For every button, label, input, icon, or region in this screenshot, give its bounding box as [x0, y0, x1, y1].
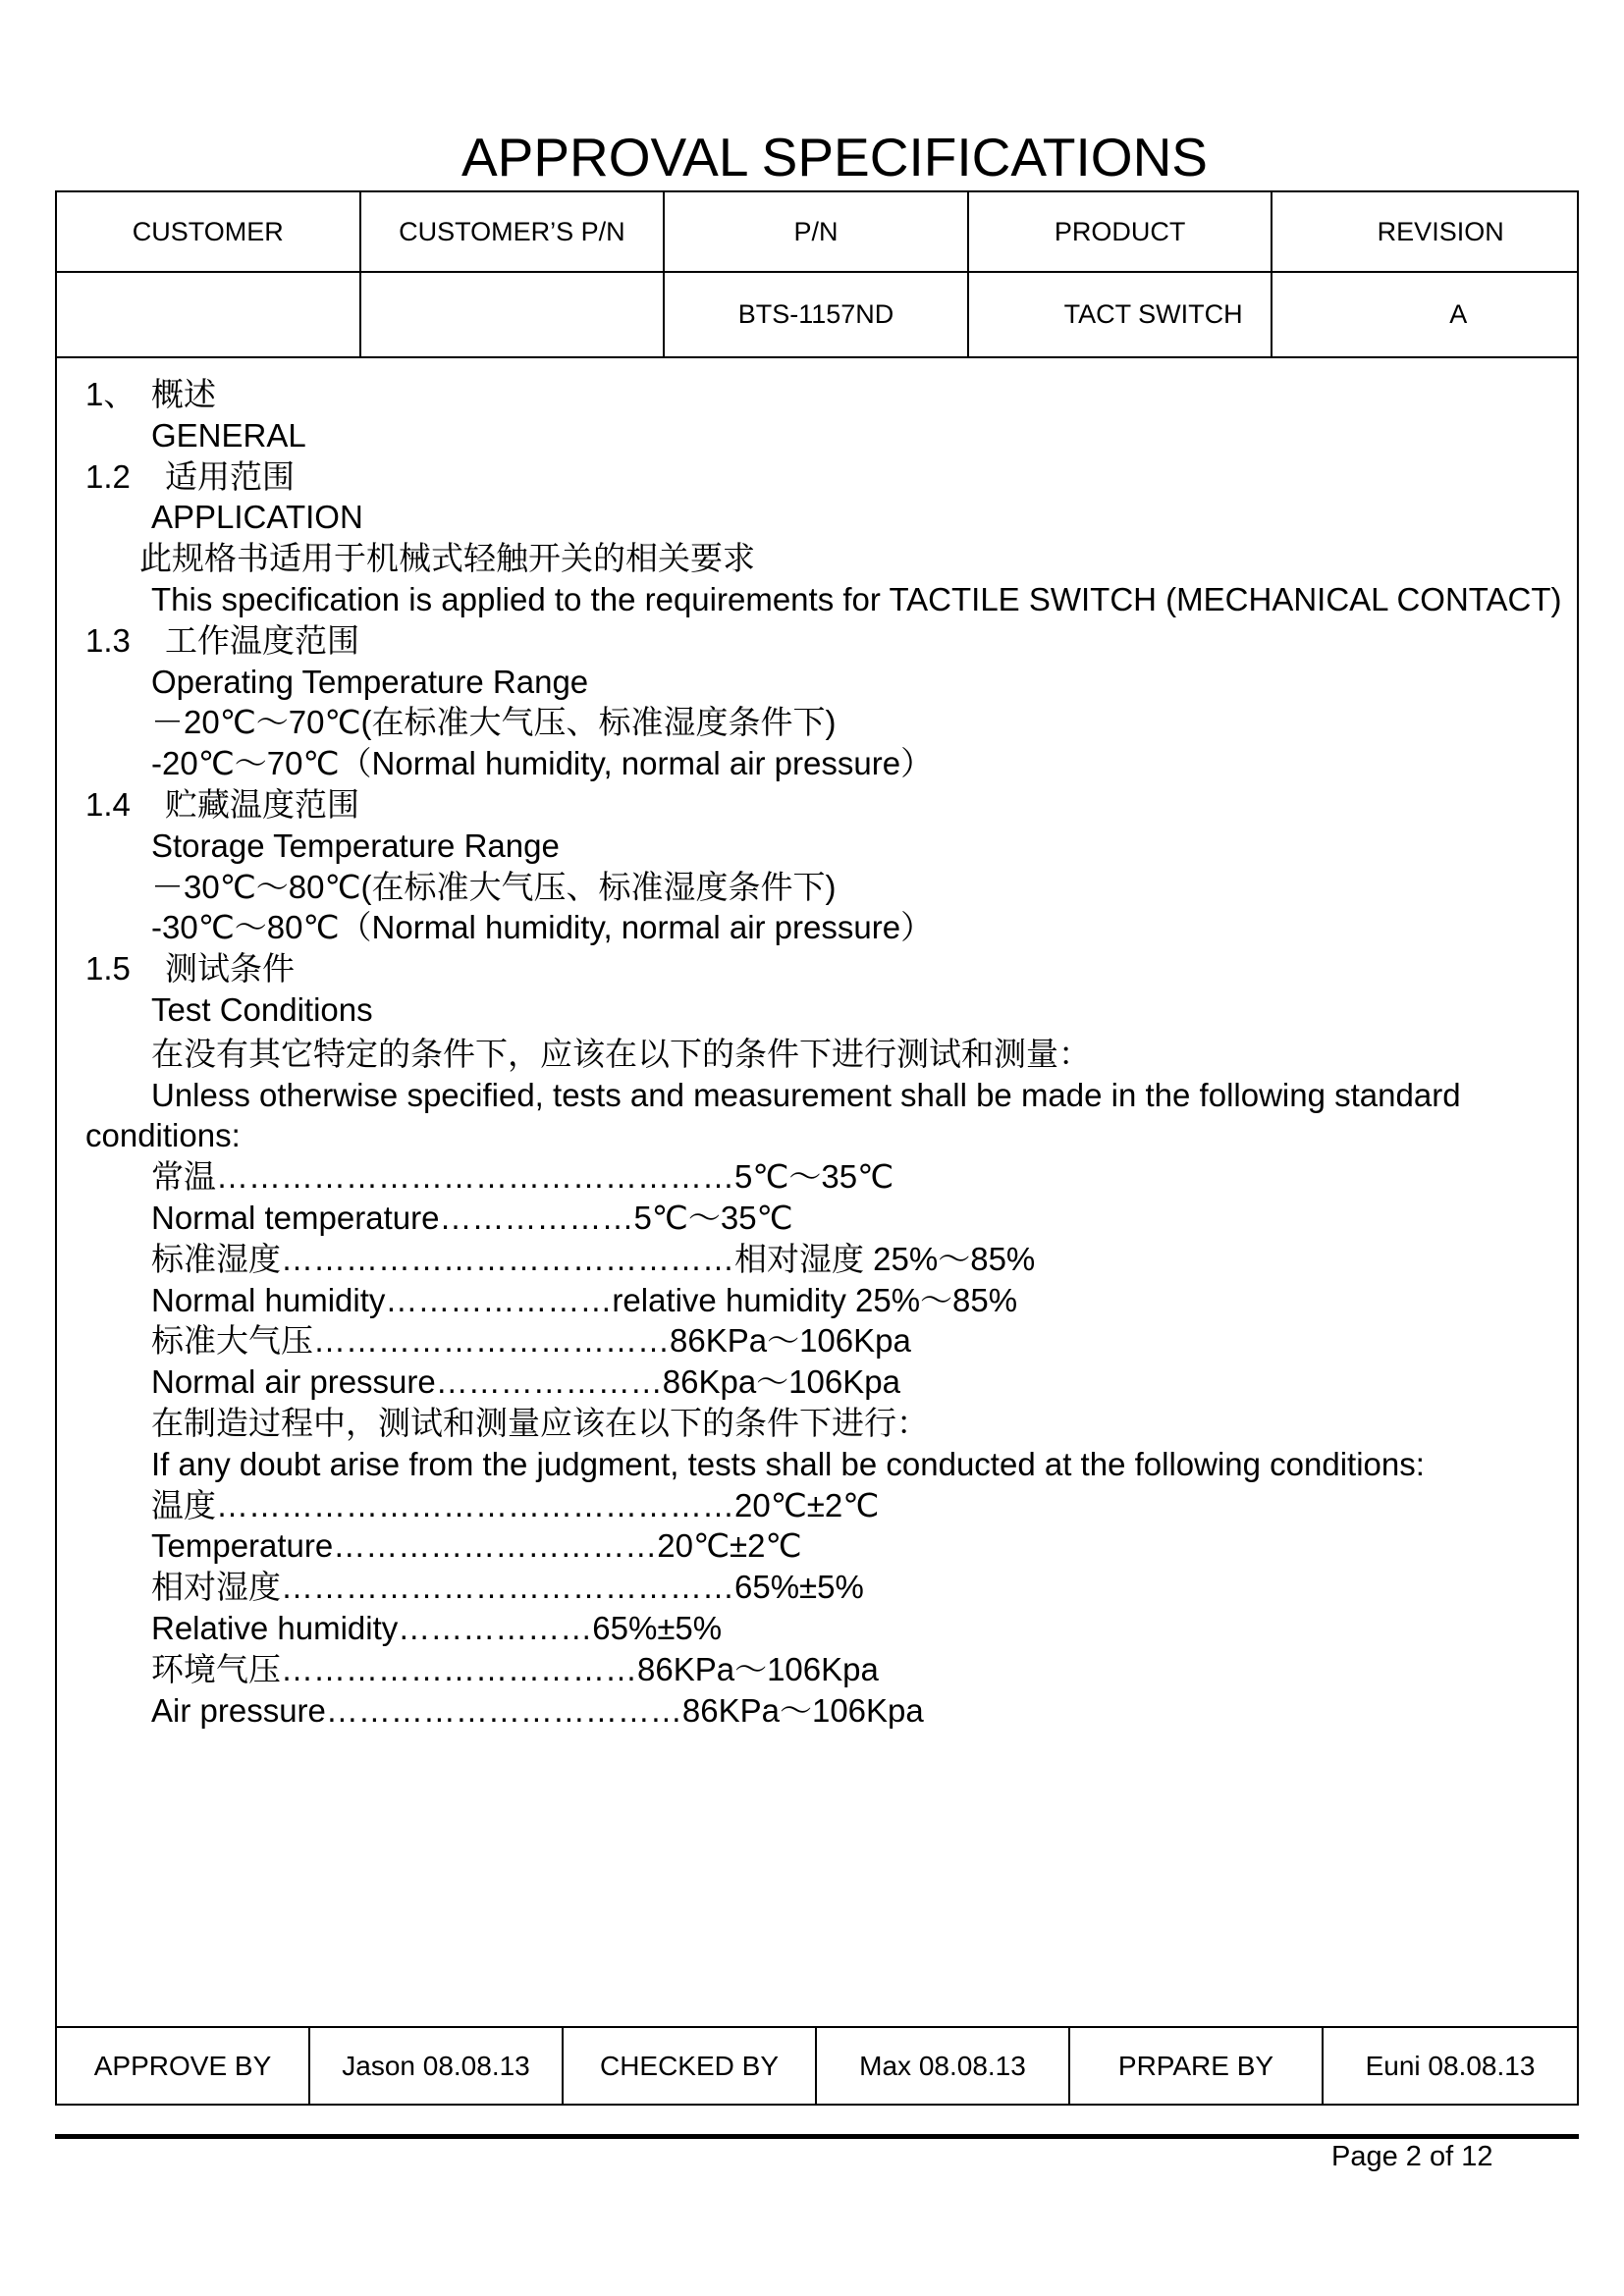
value-customer-pn	[361, 273, 666, 358]
section-title-cn: 概述	[151, 376, 216, 412]
test-intro-cn: 在没有其它特定的条件下，应该在以下的条件下进行测试和测量：	[151, 1035, 1091, 1072]
prepare-value: Euni 08.08.13	[1365, 2050, 1536, 2081]
test-intro-en-line2: conditions:	[85, 1117, 241, 1154]
header-customer-pn: CUSTOMER’S P/N	[361, 192, 666, 273]
section-number: 1、	[85, 376, 136, 412]
storage-range-en: -30℃～80℃（Normal humidity, normal air pressure）	[151, 909, 934, 946]
document-title: APPROVAL SPECIFICATIONS	[461, 127, 1208, 187]
referee-condition-line: 温度…………………………………………20℃±2℃	[151, 1486, 880, 1523]
approve-label: APPROVE BY	[57, 2028, 310, 2104]
section-title-cn: 测试条件	[165, 950, 295, 988]
standard-condition-line: Normal air pressure…………………86Kpa～106Kpa	[151, 1363, 900, 1401]
section-heading-storage-temperature	[0, 784, 1624, 826]
page-number: Page 2 of 12	[1331, 2141, 1493, 2172]
value-pn: BTS-1157ND	[665, 273, 969, 358]
specification-body	[0, 374, 1624, 1731]
section-number: 1.3	[85, 621, 131, 659]
standard-condition-line: 常温…………………………………………5℃～35℃	[151, 1158, 894, 1196]
section-title-en: Test Conditions	[151, 990, 373, 1028]
standard-condition-line: 标准大气压……………………………86KPa～106Kpa	[151, 1322, 911, 1360]
prepare-label: PRPARE BY	[1070, 2028, 1324, 2104]
section-heading-operating-temperature	[0, 620, 1624, 662]
operating-range-cn: －20℃～70℃(在标准大气压、标准湿度条件下)	[151, 704, 837, 741]
section-number: 1.4	[85, 785, 131, 823]
application-text-en: This specification is applied to the requirements for TACTILE SWITCH (MECHANICAL CONTACT)	[151, 580, 1562, 617]
operating-range-en: -20℃～70℃（Normal humidity, normal air pressure）	[151, 745, 934, 782]
storage-range-cn: －30℃～80℃(在标准大气压、标准湿度条件下)	[151, 868, 837, 905]
footer-rule	[55, 2134, 1579, 2139]
test-intro-en-line1: Unless otherwise specified, tests and measurement shall be made in the following standard	[151, 1076, 1461, 1113]
section-title-cn: 贮藏温度范围	[165, 785, 359, 823]
referee-condition-line: Temperature…………………………20℃±2℃	[151, 1527, 802, 1565]
application-text-cn: 此规格书适用于机械式轻触开关的相关要求	[139, 540, 755, 577]
doubt-intro-en: If any doubt arise from the judgment, tests shall be conducted at the following conditions:	[151, 1445, 1425, 1482]
section-number: 1.2	[85, 457, 131, 495]
section-title-en: Storage Temperature Range	[151, 827, 560, 864]
section-title-cn: 工作温度范围	[165, 621, 359, 659]
header-pn: P/N	[665, 192, 969, 273]
standard-condition-line: Normal temperature………………5℃～35℃	[151, 1199, 793, 1236]
header-product: PRODUCT	[969, 192, 1273, 273]
value-revision: A	[1272, 273, 1577, 358]
section-title-en: APPLICATION	[151, 499, 363, 536]
signoff-table	[57, 2026, 1577, 2104]
doubt-intro-cn: 在制造过程中，测试和测量应该在以下的条件下进行：	[151, 1404, 929, 1441]
referee-condition-line: Relative humidity………………65%±5%	[151, 1609, 723, 1646]
section-title-cn: 适用范围	[165, 457, 295, 495]
standard-condition-line: 标准湿度……………………………………相对湿度 25%～85%	[151, 1240, 1036, 1277]
section-title-en: Operating Temperature Range	[151, 663, 589, 700]
value-customer	[57, 273, 361, 358]
value-product: TACT SWITCH	[969, 273, 1273, 358]
approve-value: Jason 08.08.13	[310, 2028, 564, 2104]
section-heading-application	[0, 456, 1624, 498]
checked-value: Max 08.08.13	[817, 2028, 1070, 2104]
section-title-en: GENERAL	[151, 416, 306, 454]
header-revision: REVISION	[1272, 192, 1577, 273]
header-table	[57, 192, 1577, 358]
referee-condition-line: 相对湿度……………………………………65%±5%	[151, 1569, 864, 1606]
standard-condition-line: Normal humidity…………………relative humidity 25%～85%	[151, 1281, 1018, 1318]
referee-condition-line: 环境气压……………………………86KPa～106Kpa	[151, 1650, 879, 1687]
section-heading-general	[0, 374, 1624, 415]
section-number: 1.5	[85, 950, 131, 988]
section-heading-test-conditions	[0, 948, 1624, 989]
referee-condition-line: Air pressure……………………………86KPa～106Kpa	[151, 1691, 924, 1729]
header-customer: CUSTOMER	[57, 192, 361, 273]
checked-label: CHECKED BY	[564, 2028, 817, 2104]
